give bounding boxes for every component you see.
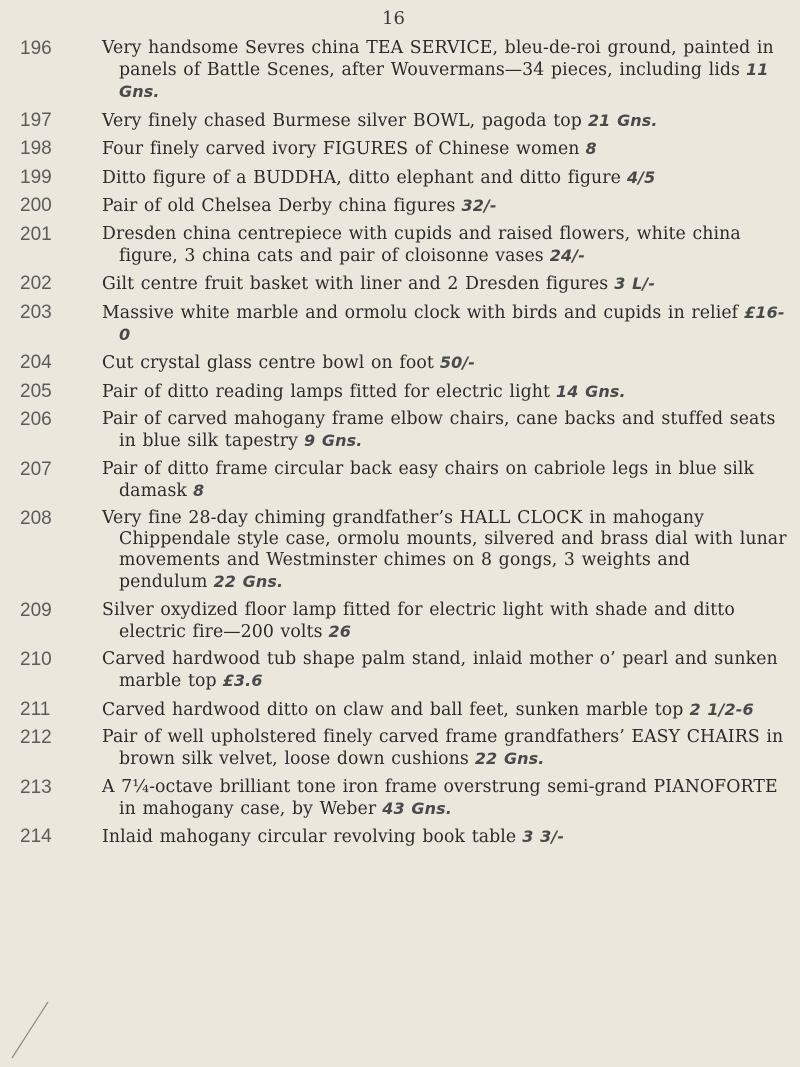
lot-number: 213 <box>20 776 52 798</box>
catalogue-list <box>20 38 790 855</box>
handwritten-price: 22 Gns. <box>474 749 545 768</box>
lot-description: Cut crystal glass centre bowl on foot <box>102 353 434 373</box>
lot-entry <box>20 273 790 295</box>
lot-description-wrap <box>70 352 790 374</box>
lot-description-wrap <box>70 600 790 643</box>
handwritten-price: 14 Gns. <box>556 381 626 401</box>
handwritten-price: 43 Gns. <box>382 798 452 818</box>
lot-description: Four finely carved ivory FIGURES of Chinese women <box>102 139 580 159</box>
lot-number: 207 <box>20 458 52 480</box>
lot-number: 214 <box>20 826 52 847</box>
handwritten-price: 3 L/- <box>614 274 656 293</box>
lot-description: Pair of carved mahogany frame elbow chairs, cane backs and stuffed seats in blue silk tapestry <box>102 409 776 451</box>
handwritten-price: 8 <box>193 480 205 500</box>
lot-number: 209 <box>20 599 52 621</box>
lot-number: 203 <box>20 301 52 323</box>
lot-description-wrap <box>70 273 790 295</box>
lot-number: 206 <box>20 409 52 430</box>
lot-description-wrap <box>70 777 790 820</box>
lot-entry <box>20 459 790 502</box>
lot-description: Silver oxydized floor lamp fitted for electric light with shade and ditto electric fire—200 volts <box>102 599 735 642</box>
handwritten-price: 4/5 <box>626 167 656 187</box>
lot-description: Pair of well upholstered finely carved frame grandfathers’ EASY CHAIRS in brown silk velvet, loose down cushions <box>102 727 784 769</box>
lot-number: 196 <box>20 38 52 59</box>
lot-number: 211 <box>20 698 51 720</box>
lot-description: Pair of ditto frame circular back easy chairs on cabriole legs in blue silk damask <box>102 458 755 501</box>
lot-entry <box>20 727 790 770</box>
handwritten-price: 21 Gns. <box>587 110 658 130</box>
lot-description-wrap <box>70 302 790 346</box>
handwritten-price: £3.6 <box>222 671 263 690</box>
lot-entry <box>20 167 790 189</box>
lot-number: 208 <box>20 508 52 529</box>
lot-entry <box>20 38 790 103</box>
lot-entry <box>20 381 790 403</box>
lot-entry <box>20 138 790 160</box>
lot-description: Pair of old Chelsea Derby china figures <box>102 196 456 216</box>
handwritten-price: 9 Gns. <box>303 431 363 450</box>
lot-description-wrap <box>70 110 790 132</box>
lot-entry <box>20 699 790 721</box>
lot-description: Carved hardwood ditto on claw and ball feet, sunken marble top <box>102 699 684 720</box>
lot-description-wrap <box>70 508 790 593</box>
handwritten-price: 32/- <box>461 196 497 215</box>
lot-description-wrap <box>70 649 790 692</box>
handwritten-price: 26 <box>328 621 352 641</box>
lot-entry <box>20 600 790 643</box>
lot-entry <box>20 224 790 267</box>
lot-description: A 7¼-octave brilliant tone iron frame overstrung semi-grand PIANOFORTE in mahogany case, by Weber <box>102 776 778 819</box>
lot-description-wrap <box>70 195 790 217</box>
pencil-mark-icon <box>10 1000 50 1060</box>
handwritten-price: £16-0 <box>119 302 785 344</box>
lot-description-wrap <box>70 167 790 189</box>
lot-number: 199 <box>20 166 52 188</box>
lot-description-wrap <box>70 138 790 160</box>
lot-description: Gilt centre fruit basket with liner and 2 Dresden figures <box>102 274 609 294</box>
lot-entry <box>20 195 790 217</box>
lot-number: 198 <box>20 138 52 159</box>
lot-entry <box>20 508 790 593</box>
lot-description: Carved hardwood tub shape palm stand, inlaid mother o’ pearl and sunken marble top <box>102 649 778 691</box>
lot-number: 197 <box>20 109 52 131</box>
page-number: 16 <box>382 8 405 29</box>
lot-description: Pair of ditto reading lamps fitted for electric light <box>102 381 551 402</box>
lot-number: 201 <box>20 223 52 245</box>
lot-description: Very handsome Sevres china TEA SERVICE, bleu-de-roi ground, painted in panels of Battle Scenes, after Wouvermans—34 pieces, including lids <box>102 38 774 80</box>
lot-description: Very finely chased Burmese silver BOWL, pagoda top <box>102 110 582 131</box>
lot-number: 202 <box>20 273 52 294</box>
lot-entry <box>20 302 790 346</box>
lot-description-wrap <box>70 459 790 502</box>
handwritten-price: 8 <box>585 139 597 158</box>
lot-description-wrap <box>70 826 790 848</box>
handwritten-price: 2 1/2-6 <box>689 699 754 719</box>
lot-entry <box>20 352 790 374</box>
lot-description-wrap <box>70 409 790 452</box>
lot-entry <box>20 110 790 132</box>
handwritten-price: 22 Gns. <box>213 572 284 591</box>
lot-entry <box>20 649 790 692</box>
handwritten-price: 50/- <box>439 353 476 372</box>
lot-entry <box>20 826 790 848</box>
lot-description-wrap <box>70 224 790 267</box>
lot-number: 204 <box>20 352 52 373</box>
lot-description-wrap <box>70 381 790 403</box>
lot-number: 205 <box>20 380 52 402</box>
handwritten-price: 24/- <box>549 245 585 265</box>
lot-description: Inlaid mahogany circular revolving book table <box>102 827 517 847</box>
lot-description: Very fine 28-day chiming grandfather’s HALL CLOCK in mahogany Chippendale style case, ormolu mounts, silvered and brass dial with lunar movements and Westminster chimes on 8 gongs, 3 weights and pendulum <box>102 508 787 592</box>
lot-description-wrap <box>70 727 790 770</box>
lot-description: Massive white marble and ormolu clock with birds and cupids in relief <box>102 302 739 323</box>
lot-description-wrap <box>70 699 790 721</box>
lot-entry <box>20 409 790 452</box>
lot-number: 210 <box>20 649 52 670</box>
handwritten-price: 3 3/- <box>522 827 565 846</box>
lot-entry <box>20 777 790 820</box>
lot-number: 200 <box>20 195 52 216</box>
lot-description: Ditto figure of a BUDDHA, ditto elephant and ditto figure <box>102 167 621 188</box>
lot-number: 212 <box>20 727 52 748</box>
lot-description: Dresden china centrepiece with cupids and raised flowers, white china figure, 3 china cats and pair of cloisonne vases <box>102 223 741 266</box>
handwritten-price: 11 Gns. <box>119 60 769 101</box>
lot-description-wrap <box>70 38 790 103</box>
